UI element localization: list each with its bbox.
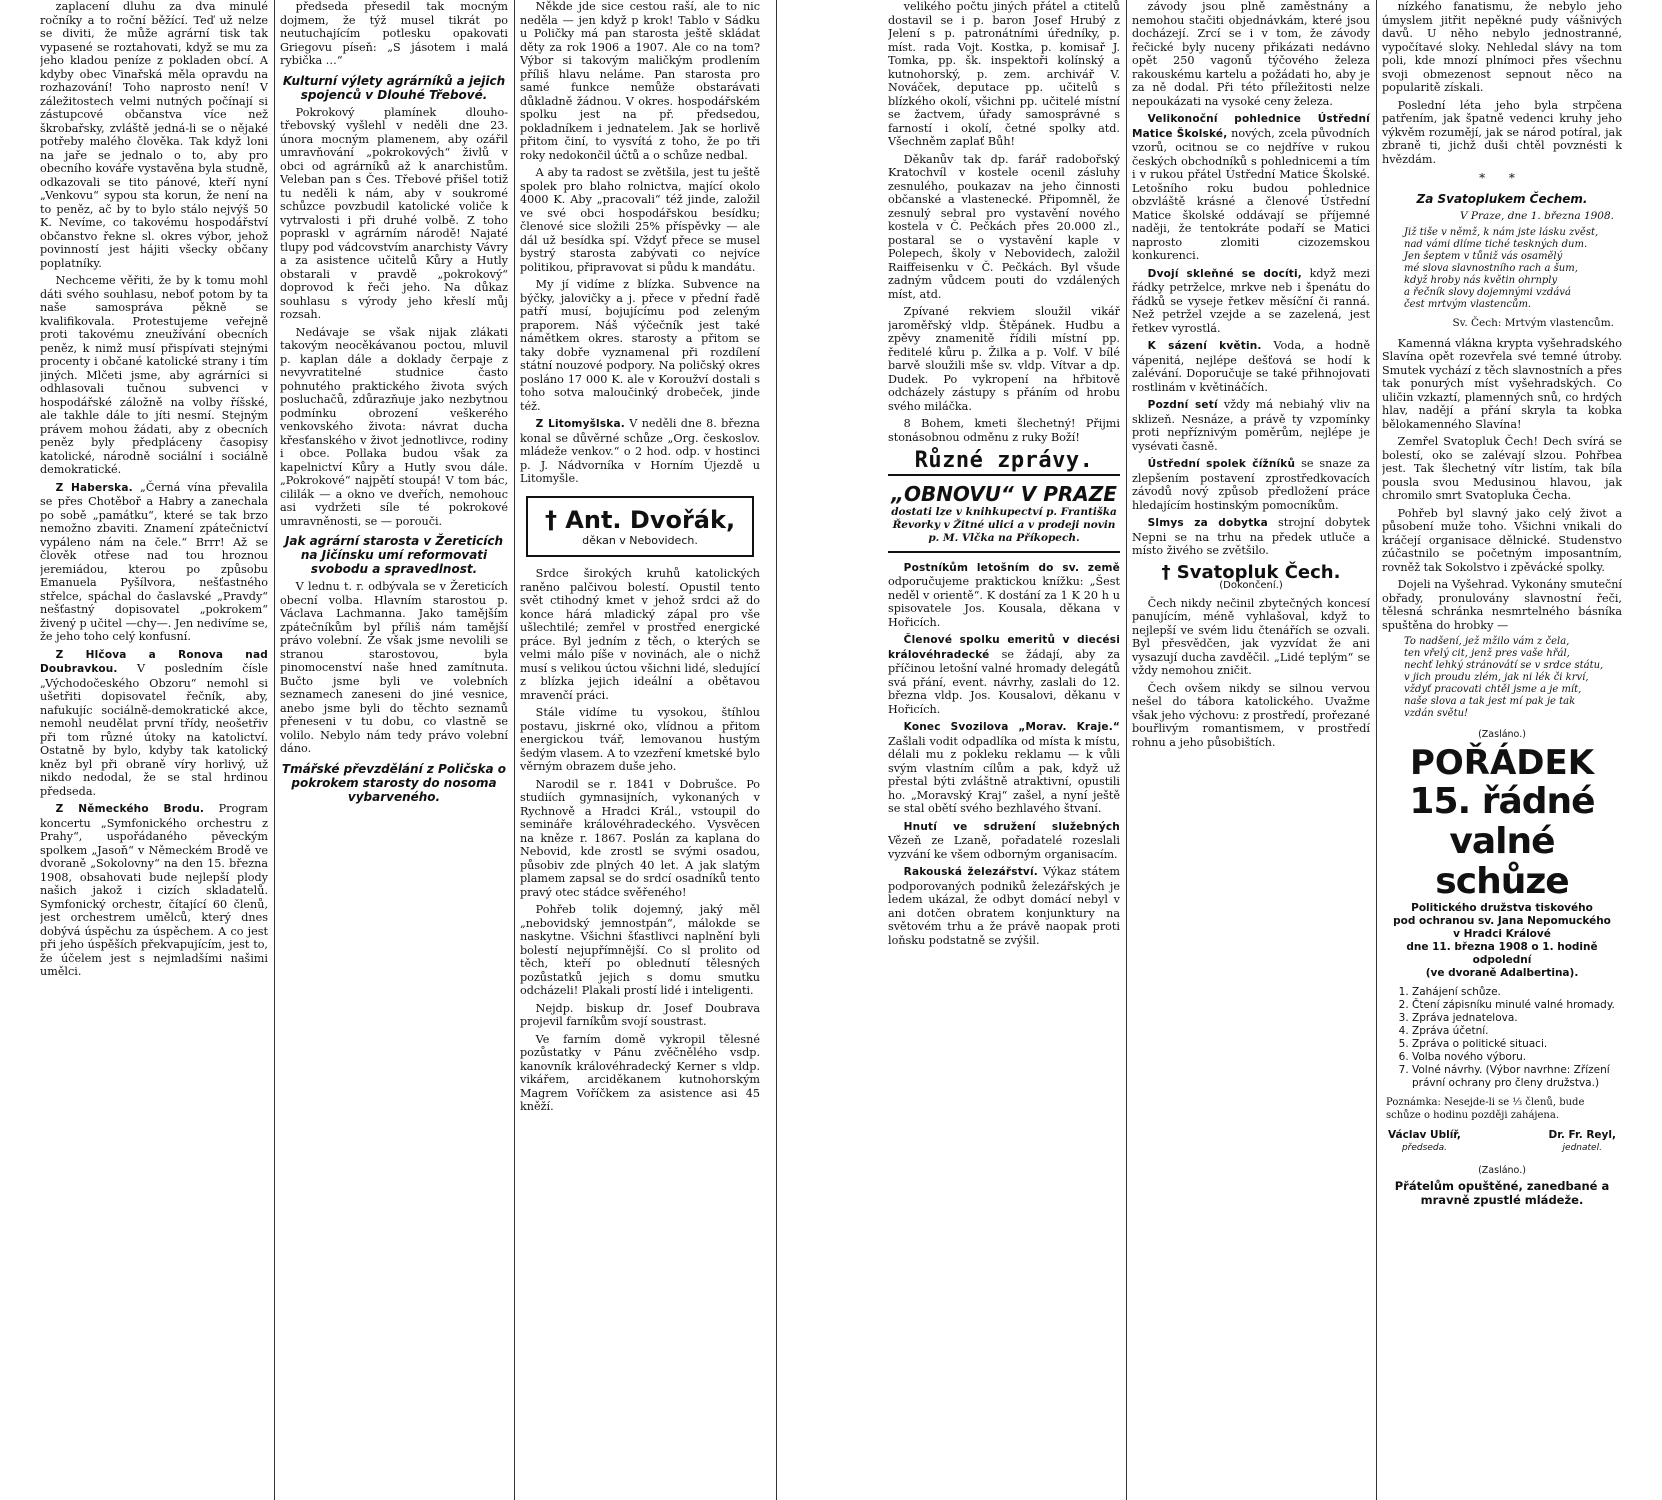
section-title: Různé zprávy. [914, 448, 1094, 473]
poem-line: a řečník slovy dojemnými vzdává [1404, 287, 1571, 298]
article-paragraph [888, 153, 1120, 302]
article-lead: Z Hlčova a Ronova nad Doubravkou. [40, 648, 268, 675]
obituary-name: † Svatopluk Čech. [1161, 561, 1341, 583]
paragraph-text: A aby ta radost se zvětšila, jest tu ještě spolek pro blaho rolnictva, mající okolo 4000 K. Aby „pracovali“ též jinde, založil ve své obci hospodářskou besídku; členové sice složili 25% příspěvky — ale dál už besídka spí. Vždyť přece se musel bystrý starosta zabývati co nejvíce politikou, připravovat si půdu k mandátu. [520, 166, 760, 274]
paragraph-text: Pokrokový plamínek dlouho-třebovský vyšlehl v neděli dne 23. února mocným plamenem, aby ozářil umravňování „pokrokových“ živlů v obci od agrárníků až k anarchistům. Veleban pan s Čes. Třebové přišel totiž tu neděli k nám, aby v soukromé schůzce povzbudil katolické voliče k vytrvalosti i při druhé volbě. Z toho popraskl v agrárním národě! Najaté tlupy pod vádcovstvím anarchisty Vávry a za asistence učitelů Kůry a Hutly obstarali v pravdě „pokrokový“ doprovod k řeči jeho. Na důkaz souhlasu s výrody jeho křeslí můj rozsah. [280, 105, 508, 321]
article-paragraph [1132, 267, 1370, 336]
article-paragraph [280, 106, 508, 322]
paragraph-text: Čech ovšem nikdy se silnou vervou nešel do tábora katolického. Uvažme však jeho výchovu: z prostředí, prořezané bouřlivým romantismem, v prostředí rohnu a jeho působištích. [1132, 681, 1370, 749]
article-lead: Pozdní setí [1147, 399, 1218, 411]
column-rule [274, 0, 275, 1500]
paragraph-text: Nejdp. biskup dr. Josef Doubrava projevil farníkům svojí soustrast. [520, 1001, 760, 1028]
paragraph-text: Někde jde sice cestou raší, ale to nic neděla — jen když p krok! Tablo v Sádku u Poličky má pan starosta ještě skládat děty za rok 1906 a 1907. Ale co na tom? Výbor si takovým maličkým prodlením příliš hlavu neláme. Pan starosta pro samé funkce nemůže obstarávati důkladně žádnou. V okres. hospodářském spolku jest na př. předsedou, pokladníkem i jednatelem. Jak se horlivě přitom činí, to vysvítá z toho, že po tři roky nedokončil účtů a o schůze nedbal. [520, 0, 760, 162]
paragraph-text: Program koncertu „Symfonického orchestru z Prahy“, uspořádaného pěveckým spolkem „Jasoň“ v Německém Brodě ve dvoraně „Sokolovny“ na den 15. března 1908, obsahovati bude nejlepší plody našich jakož i cizích skladatelů. Symfonický orchestr, čítající 60 členů, jest orchestrem umělců, který dnes dobývá úspěchu za úspěchem. A co jest při jeho úspěších překvapujícím, jest to, že účelem jest s nejmladšími našimi umělci. [40, 802, 268, 978]
paragraph-text: Kamenná vlákna krypta vyšehradského Slavína opět rozevřela své temné útroby. Smutek vychází z těch slavnostních a přes tak ponurých míst vyšehradských. Co uličin vzkaztí, plamenných snů, co hrdých hlav, nadějí a přání skryla ta kobka bělokamenného Slavína! [1382, 336, 1622, 431]
poem-line: naše slova a tak jest mí pak je tak [1404, 696, 1576, 707]
dateline: V Praze, dne 1. března 1908. [1460, 209, 1614, 222]
article-paragraph [888, 720, 1120, 816]
article-paragraph [1382, 0, 1622, 95]
paragraph-text: velikého počtu jiných přátel a ctitelů dostavil se i p. baron Josef Hrubý z Jelení s p. patronátními úředníky, p. míst. rada Vojt. Kostka, p. komisař J. Tomka, pp. šk. inspektoři kolínský a kutnohorský, p. zem. archivář V. Nováček, deputace pp. učitelů s blízkého okolí, všichni pp. učitelé místní se žactvem, úřady samosprávné s farností i okolí, četné spolky atd. Všechněm zaplať Bůh! [888, 0, 1120, 148]
article-paragraph [520, 0, 760, 162]
article-paragraph [1132, 0, 1370, 108]
paragraph-text: V posledním čísle „Východočeského Obzoru“ nemohl si ušetřiti dopisovatel řečník, aby, nafukujíc sociálně-demokratické akce, nemohl neudělat první třídy, neošetřiv při tom různé útoky na katolictví. Ostatně by bylo, kdyby tak katolický kněz byl při obraně víry horlivý, už nikdo nedodal, že se stal hrdinou předseda. [40, 662, 268, 798]
ad-title: „OBNOVU“ V PRAZE [891, 481, 1117, 506]
paragraph-text: nových, zcela původních vzorů, ocitnou se co nejdříve v rukou českých obchodníků s pohlednicemi a tím i v rukou přátel Ústřední Matice Školské. Letošního roku budou pohlednice obzvláště krásné a členové Ústřední Matice školské oddávají se příjemné naději, že tentokráte podaří se Matici naprosto zlomiti cizozemskou konkurenci. [1132, 126, 1370, 262]
paragraph-text: Nedávaje se však nijak zlákati takovým neocěkávanou poctou, mluvil p. kaplan dále a doklady čerpaje z nevyvratitelné studnice často pohnutého praktického života svých posluchačů, zdůrazňuje jako nezbytnou podmínku obrození veškerého venkovského života: návrat ducha křesťanského v život jednotlivce, rodiny i obce. Pollaka budou však za kapelnictví Kůry a Hutly svou dále. „Pokrokové“ najpětí stoupá! V tom bác, cililák — a okno ve dveřích, nemohouc asi vydržeti síle té pokrokové umravněnosti, se — porouči. [280, 325, 508, 528]
article-lead: Ústřední spolek čížníků [1147, 458, 1296, 470]
paragraph-text: „Černá vína převalila se přes Chotěboř a Habry a zanechala po sobě „památku“, které se tak brzo nemožno zbaviti. Znamení zpátečnictví vypáleno nám na čele.“ Brrr! Až se člověk otřese nad tou hroznou jeremiádou, kterou po způsobu Emanuela Pyšílvora, nešťastného střelce, spáchal do časlavské „Pravdy“ nešťastný dopisovatel „pokrokem“ živený p učitel —chy—. Jen nedivíme se, že jeho toho celý konfusní. [40, 480, 268, 643]
signature-left [1388, 1129, 1461, 1156]
article-lead: Velikonoční pohlednice Ústřední Matice Školské, [1132, 113, 1370, 140]
poem-block [1404, 636, 1612, 720]
article-paragraph [1132, 339, 1370, 394]
signature-name: Václav Ublíř, [1388, 1128, 1461, 1141]
paragraph-text: Pohřeb tolik dojemný, jaký měl „nebovidský jemnostpán“, málokde se naskytne. Všichni šťastlivci naplnění byli bolestí nejupřímnější. Co sl prolito od těch, kteří po oblednutí tělesných pozůstatků jejich s domu smutku odcházeli! Plakali prostí lidé i inteligenti. [520, 903, 760, 997]
poem-line: mé slova slavnostního rach a šum, [1404, 263, 1578, 274]
agenda-item: 5. Zpráva o politické situaci. [1412, 1038, 1622, 1051]
article-paragraph [280, 326, 508, 529]
sent-label: (Zasláno.) [1478, 1164, 1526, 1176]
article-paragraph [1132, 516, 1370, 558]
paragraph-text: Zemřel Svatopluk Čech! Dech svírá se bolestí, oko se zalévají slzou. Pohřbea jest. Tak šlechetný vítr listím, tak bíla pousla svou Medusinou hlavou, jak chromilo smrt Svatopluka Čecha. [1382, 435, 1622, 502]
meeting-note: Poznámka: Nesejde-li se ⅓ členů, bude schůze o hodinu později zahájena. [1386, 1096, 1585, 1121]
page-gutter [790, 0, 880, 1500]
article-paragraph [520, 778, 760, 900]
meeting-notice [1382, 728, 1622, 1207]
paragraph-text: zaplacení dluhu za dva minulé ročníky a to roční běžící. Teď už nelze se diviti, že může agrární tisk tak vypasené se roztahovati, když se mu za jeho kladou peníze z pokladen obcí. A kdyby obec Vinařská měla opravdu na rozhazování! Toho naprosto není! V záležitostech velmi nutných počínají si zástupcové občanstva více než škrobařsky, zvláště jedná-li se o nějaké potřeby malého člověka. Tak když loni na jaře se jednalo o to, aby pro obecního kováře vystavěna byla studně, odkazovali se tito pánové, kteří nyní „Venkovu“ sypou sta korun, že není na to peněz, ač by to bylo stálo nejvýš 50 K. Nevíme, co takovému hospodářství občanstvo řekne sl. okres výbor, jehož povinností jest hájiti všecky občany poplatníky. [40, 0, 268, 270]
obituary-subtitle: (Dokončení.) [1219, 580, 1283, 591]
poem-line: Jen šeptem v tůniž vás osamělý [1404, 251, 1563, 262]
meeting-title: POŘÁDEK [1409, 742, 1595, 783]
article-paragraph [888, 820, 1120, 862]
poem-line: Již tiše v němž, k nám jste lásku zvěst, [1404, 227, 1599, 238]
article-paragraph [1132, 112, 1370, 263]
poem-line: nechť lehký stránovátí se v srdce státu, [1404, 660, 1604, 671]
article-paragraph [1382, 435, 1622, 503]
paragraph-text: Dojeli na Vyšehrad. Vykonány smuteční obřady, pronulovány slavnostní řeči, tělesná schránka nesmrtelného básníka spuštěna do hrobky — [1382, 578, 1622, 632]
paragraph-text: Pohřeb byl slavný jako celý život a působení muže toho. Všichni vnikali do kráčejí organisace dělnické. Studenstvo zúčastnilo se početným imposantním, rovněž tak Sokolstvo i zpěvácké spolky. [1382, 506, 1622, 574]
obituary-heading [1132, 561, 1370, 593]
article-lead: Z Litomyšlska. [535, 418, 625, 430]
article-lead: Rakouská železářství. [903, 866, 1038, 878]
notice-title: Přátelům opuštěné, zanedbané a mravně zpustlé mládeže. [1394, 1179, 1610, 1207]
article-lead: Dvojí skleňné se docíti, [1147, 267, 1302, 280]
paragraph-text: Čech nikdy nečinil zbytečných koncesí panujícím, méně vyhlašoval, když to nejlepší ve svém lidu čtenářích se ozvali. Byl přesvědčen, jak vyzvídat že ani vysazují ducha zavděčil. „Lidé teplým“ se vždy nemohou zničit. [1132, 596, 1370, 677]
paragraph-text: závody jsou plně zaměstnány a nemohou stačiti objednávkám, které jsou docházejí. Zrcí se i v tom, že závody řečické byly nuceny přikázati nedávno opět 250 vagonů týčového železa rakouskému kartelu a požádati ho, aby je za ně dodal. Při této příležitosti nelze nepoukázati na vysoké ceny železa. [1132, 0, 1370, 108]
asterism-divider: * * [1479, 171, 1525, 185]
paragraph-text: Zašlali vodit odpadlíka od místa k místu, délali mu z pokleku reklamu — k vůli svým vlastním cílům a pak, když už přestal býti zvláštně atraktivní, opustili ho. „Moravský Kraj“ zašel, a nyní ještě se stal obětí svého bezhlavého štvaní. [888, 734, 1120, 815]
column-rule [1376, 0, 1377, 1500]
article-lead: Konec Svozilova „Morav. Kraje.“ [903, 721, 1120, 733]
signature-right [1548, 1129, 1616, 1156]
article-paragraph [40, 648, 268, 799]
article-paragraph [888, 633, 1120, 716]
paragraph-text: 8 Bohem, kmeti šlechetný! Přijmi stonásobnou odměnu z ruky Boží! [888, 417, 1120, 444]
paragraph-text: Poslední léta jeho byla strpčena patřením, jak špatně vedenci kruhy jeho výkvěm rozumějí, jak se národ potíral, jak zbraně ti, jichž duši chtěl povznésti k hvězdám. [1382, 98, 1622, 166]
article-paragraph [1382, 337, 1622, 432]
article-heading: Za Svatoplukem Čechem. [1416, 191, 1588, 206]
poem-line: vzdán světu! [1404, 708, 1469, 719]
article-paragraph [520, 1002, 760, 1029]
poem-line: v jich proudu zlém, jak ni lék či krví, [1404, 672, 1589, 683]
article-lead: Členové spolku emeritů v diecési královéhradecké [888, 634, 1120, 661]
article-paragraph [888, 305, 1120, 413]
paragraph-text: Narodil se r. 1841 v Dobrušce. Po studiích gymnasijních, vykonaných v Rychnově a Hradci Král., vstoupil do semináře královéhradeckého. Vysvěcen na kněze r. 1867. Poslán za kaplana do Nebovid, kde zrostl se svými osadou, působiv zde plných 40 let. A jak slatým plamem zapsal se do srdcí osadníků tento pravý otec stádce svěřeného! [520, 777, 760, 899]
paragraph-text: odporučujeme praktickou knížku: „Šest neděl v orientě“. K dostání za 1 K 20 h u spisovatele Jos. Kousala, děkana v Hořicích. [888, 575, 1120, 629]
article-lead: K sázení květin. [1147, 340, 1262, 352]
meeting-line: Politického družstva tiskového [1411, 901, 1593, 914]
article-paragraph [1132, 597, 1370, 678]
signature-role: předseda. [1401, 1143, 1447, 1153]
column-4 [888, 0, 1120, 1500]
obituary-name: † Ant. Dvořák, [544, 505, 736, 534]
paragraph-text: Nechceme věřiti, že by k tomu mohl dáti svého souhlasu, neboť potom by ta naše samospráva pěkně se kvalifikovala. Protestujeme veřejně proti takovému zneužívání obecních peněz, k nimž musí přispívati stejnými procenty i občané katolické strany i tím jiných. Mlčeti jsme, aby agrárníci si odhlasovali tučnou subvenci v hospodářské záložně na volby říšské, ale takhle dále to jíti nesmí. Stejným právem mohou žádati, aby z obecních peněz byly předpláceny časopisy katolické, národně sociální i sociálně demokratické. [40, 274, 268, 476]
article-lead: Slmys za dobytka [1147, 517, 1268, 529]
article-paragraph [520, 166, 760, 274]
article-paragraph [280, 0, 508, 68]
poem-line: To nadšení, jež mžilo vám z čela, [1404, 636, 1570, 647]
article-paragraph [888, 417, 1120, 444]
article-paragraph [1382, 507, 1622, 575]
poem-line: ten vřelý cit, jenž pres vaše hřál, [1404, 648, 1570, 659]
article-paragraph [888, 865, 1120, 947]
article-lead: Hnutí ve sdružení služebných [903, 820, 1120, 833]
column-2 [280, 0, 508, 1500]
article-paragraph [1382, 578, 1622, 632]
paragraph-text: Vězeň ze Lzaně, pořadatelé rozeslali vyzvání ke všem odborným organisacím. [888, 834, 1120, 861]
agenda-item: 7. Volné návrhy. (Výbor navrhne: Zřízení právní ochrany pro členy družstva.) [1412, 1064, 1622, 1090]
paragraph-text: Stále vidíme tu vysokou, štíhlou postavu, jiskrné oko, vlídnou a přitom energickou tvář, lemovanou hustým šedým vlasem. A to vzezření kmetské bylo věrným obrazem duše jeho. [520, 706, 760, 773]
article-paragraph [888, 0, 1120, 149]
paragraph-text: V lednu t. r. odbývala se v Žereticích obecní volba. Hlavním starostou p. Václava Lachmanna. Jako tamějším zpátečníkům byl příliš nám tamější právo volební. Že však jsme nevolili se stranou starostovou, byla pinomocenství naše hned zamítnuta. Bučto jsme byli ve volebních seznamech zaneseni do jiné vesnice, anebo jsme byli do těchto seznamů přeneseni v tu dobu, co vlastně se volilo. Nebylo nám tedy právo volební dáno. [280, 580, 508, 755]
article-paragraph [280, 580, 508, 756]
agenda-item: 6. Volba nového výboru. [1412, 1051, 1622, 1064]
article-paragraph [1132, 457, 1370, 512]
meeting-line: dne 11. března 1908 o 1. hodině odpolední [1406, 940, 1598, 966]
article-lead: Z Haberska. [55, 481, 133, 494]
meeting-subtitle: 15. řádné valné schůze [1409, 780, 1595, 902]
agenda-item: 4. Zpráva účetní. [1412, 1025, 1622, 1038]
advertisement [888, 474, 1120, 553]
paragraph-text: Voda, a hodně vápenitá, nejlépe dešťová se hodí k zalévání. Doporučuje se také přihnojovati rostlinám v květináčích. [1132, 339, 1370, 394]
paragraph-text: když mezi řádky petrželce, mrkve neb i špenátu do řádků se vyseje řetkev měsíční či ranná. Než petržel vzejde a se zazelená, jest řetkev vyrostlá. [1132, 266, 1370, 335]
meeting-line: pod ochranou sv. Jana Nepomuckého [1393, 914, 1611, 927]
column-rule [514, 0, 515, 1500]
obituary-subtitle: děkan v Nebovidech. [582, 533, 698, 547]
article-paragraph [888, 561, 1120, 630]
article-heading: Kulturní výlety agrárníků a jejich spojenců v Dlouhé Třebové. [282, 73, 506, 102]
poem-block [1404, 227, 1612, 311]
agenda-item: 1. Zahájení schůze. [1412, 986, 1622, 999]
column-3 [520, 0, 760, 1500]
article-paragraph [40, 0, 268, 270]
article-paragraph [520, 903, 760, 998]
agenda-item: 3. Zpráva jednatelova. [1412, 1012, 1622, 1025]
agenda-item: 2. Čtení zápisníku minulé valné hromady. [1412, 999, 1622, 1012]
agenda-list [1412, 986, 1622, 1090]
column-6 [1382, 0, 1622, 1500]
paragraph-text: Ve farním domě vykropil tělesné pozůstatky v Pánu zvěčnělého vsdp. kanovník královéhradecký Kerner s vldp. vikářem, arciděkanem kutnohorským Magrem Voříčkem za asistence asi 45 kněží. [520, 1032, 760, 1113]
article-paragraph [1132, 398, 1370, 453]
poem-line: když hroby nás květin ohrnply [1404, 275, 1558, 286]
column-1 [40, 0, 268, 1500]
article-paragraph [40, 802, 268, 979]
article-paragraph [520, 278, 760, 413]
paragraph-text: Děkanův tak dp. farář radobořský Kratochvíl v kostele ocenil zásluhy zesnulého, poukazav na jeho činnosti občanské a vlastenecké. Připomněl, že zesnulý sebral pro vystavění nového kostela v Č. Pečkách přes 20.000 zl., postaral se o vystavění kaple v Polepech, školy v Nebovidech, založil Raiffeisenku v Č. Pečkách. Byl všude zadným vůdcem pouti do vzdálených míst, atd. [888, 152, 1120, 301]
poem-line: čest mrtvým vlastencům. [1404, 299, 1532, 310]
paragraph-text: se snaze za zlepšením postavení zprostředkovacích závodů nový způsob předložení práce hledajícím hostinským pomocníkům. [1132, 457, 1370, 512]
obituary-box [526, 496, 754, 558]
article-paragraph [520, 567, 760, 702]
sent-label: (Zasláno.) [1478, 729, 1526, 740]
paragraph-text: Srdce širokých kruhů katolických raněno palčivou bolestí. Opustil tento svět ctihodný kmet v jehož srdci až do konce hárá mladický zápal pro vše ušlechtilé; zemřel v prostřed energické práce. Byl jedním z těch, o kterých se velmi málo píše v novinách, ale o nichž musí s velikou úctou všichni lidé, sledující z blízka jejich ideální a obětavou mravenčí práci. [520, 567, 760, 702]
signature-role: jednatel. [1562, 1143, 1602, 1153]
paragraph-text: se žádají, aby za příčinou letošní valné hromady delegátů svá přání, event. návrhy, zaslali do 12. března vldp. Jos. Kousalovi, děkanu v Hořicích. [888, 647, 1120, 716]
article-paragraph [40, 274, 268, 477]
meeting-line: v Hradci Králové [1453, 927, 1551, 940]
paragraph-text: Výkaz státem podporovaných podniků železářských je ledem ukázal, že odbyt domácí nebyl v ani dotčen obratem konjunktury na světovém trhu a že právě naopak proti loňsku podstatně se zvýšil. [888, 865, 1120, 947]
paragraph-text: My jí vidíme z blízka. Subvence na býčky, jalovičky a j. přece v přední řadě patří musí, bojujícímu pod zeleným praporem. Náš výčečník jest také námětkem okres. starosty a přitom se taky dobře vyznamenal při rozdílení státní nouzové podpory. Na poličský okres posláno 17 000 K. ale v Koroužví dostali s toho sotva maloučinký drobeček, jinde též. [520, 278, 760, 413]
article-lead: Z Německého Brodu. [55, 803, 205, 815]
article-heading: Tmářské převzdělání z Poličska o pokrokem starosty do nosoma vybarveného. [281, 761, 507, 804]
paragraph-text: strojní dobytek Nepni se na trhu na předek utluče a místo živého se zvětšilo. [1132, 516, 1370, 557]
paragraph-text: nízkého fanatismu, že nebylo jeho úmyslem jitřit nepěkné pudy vášnivých davů. U něho nebylo jednostranné, vypočítavé sloky. Nehledal slávy na tom poli, kde mnozí plnímoci přes všechnu svoji obmezenost sepnout něco na popularitě získali. [1382, 0, 1622, 94]
signatures [1388, 1129, 1616, 1156]
article-lead: Postníkům letošním do sv. země [903, 561, 1120, 574]
article-paragraph [520, 706, 760, 774]
article-paragraph [40, 481, 268, 644]
article-paragraph [1132, 682, 1370, 750]
ad-text: dostati lze v knihkupectví p. Františka Řevorky v Žitné ulici a v prodeji novin p. M. Vlčka na Příkopech. [891, 505, 1117, 544]
article-paragraph [520, 417, 760, 486]
article-paragraph [1382, 99, 1622, 167]
column-5 [1132, 0, 1370, 1500]
meeting-line: (ve dvoraně Adalbertina). [1425, 966, 1579, 979]
column-rule [1126, 0, 1127, 1500]
paragraph-text: vždy má nebiahý vliv na sklizeň. Nesnáze, a právě ty vzpomínky proti nepříznivým poměrům, nejlépe je vysévati časně. [1132, 398, 1370, 453]
signature: Sv. Čech: Mrtvým vlastencům. [1452, 317, 1614, 329]
article-paragraph [520, 1033, 760, 1114]
article-heading: Jak agrární starosta v Žereticích na Jičínsku umí reformovati svobodu a spravedlnost. [284, 534, 504, 576]
paragraph-text: Zpívané rekviem sloužil vikář jaroměřský vldp. Štěpánek. Hudbu a zpěvy znamenitě řídili místní pp. ředitelé kůru p. Žilka a p. Volf. V bílé barvě sloužili mše sv. vldp. Vítvar a dp. Dudek. Po vykropení na hřbitově odcházely zástupy s přáním od hrobu svého miláčka. [888, 305, 1120, 413]
paragraph-text: V neděli dne 8. března konal se důvěrné schůze „Org. českoslov. mládeže venkov.“ o 2 hod. odp. v hostinci p. J. Nádvorníka v Horním Újezdě u Litomyšle. [520, 417, 760, 485]
poem-line: vždyť pracovati chtěl jsme a je mít, [1404, 684, 1582, 695]
signature-name: Dr. Fr. Reyl, [1548, 1128, 1616, 1141]
column-rule [776, 0, 777, 1500]
paragraph-text: předseda přesedil tak mocným dojmem, že týž musel tikrát po neutuchajícím potlesku opakovati Griegovu píseň: „S jásotem i malá rybička …“ [280, 0, 508, 67]
poem-line: nad vámi dlíme tiché teskných dum. [1404, 239, 1588, 250]
